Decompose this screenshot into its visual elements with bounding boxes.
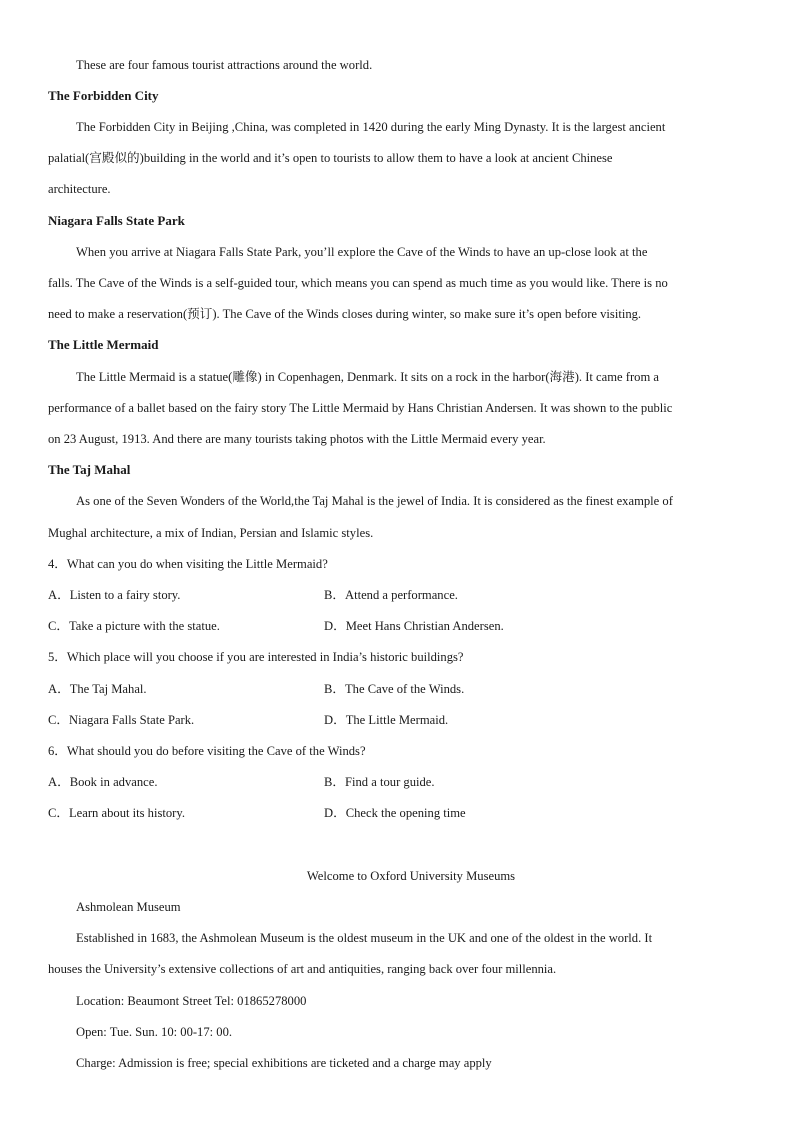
paragraph-line: on 23 August, 1913. And there are many tourists taking photos with the Little Mermaid every year.	[48, 432, 546, 446]
option-5c: C．Niagara Falls State Park.	[48, 713, 195, 727]
museum-open-hours: Open: Tue. Sun. 10: 00-17: 00.	[76, 1025, 233, 1039]
paragraph-line: houses the University’s extensive collections of art and antiquities, ranging back over four millennia.	[48, 962, 557, 976]
option-6b: B．Find a tour guide.	[324, 775, 435, 789]
paragraph-line: The Forbidden City in Beijing ,China, was completed in 1420 during the early Ming Dynasty. It is the largest ancient	[76, 120, 666, 134]
option-5d: D．The Little Mermaid.	[324, 713, 449, 727]
option-6d: D．Check the opening time	[324, 806, 466, 820]
paragraph-line: The Little Mermaid is a statue(雕像) in Copenhagen, Denmark. It sits on a rock in the harbor(海港). It came from a	[76, 370, 659, 384]
question-stem-4: 4．What can you do when visiting the Little Mermaid?	[48, 557, 328, 571]
option-4a: A．Listen to a fairy story.	[48, 588, 181, 602]
option-4c: C．Take a picture with the statue.	[48, 619, 220, 633]
museum-location: Location: Beaumont Street Tel: 01865278000	[76, 994, 307, 1008]
passage2-title: Welcome to Oxford University Museums	[306, 869, 516, 883]
paragraph-line: need to make a reservation(预订). The Cave of the Winds closes during winter, so make sure it’s open before visiting.	[48, 307, 642, 321]
paragraph-line: Mughal architecture, a mix of Indian, Persian and Islamic styles.	[48, 526, 374, 540]
question-stem-6: 6．What should you do before visiting the Cave of the Winds?	[48, 744, 366, 758]
option-5b: B．The Cave of the Winds.	[324, 682, 465, 696]
option-5a: A．The Taj Mahal.	[48, 682, 147, 696]
section-heading-taj-mahal: The Taj Mahal	[48, 462, 131, 477]
paragraph-line: Established in 1683, the Ashmolean Museum is the oldest museum in the UK and one of the oldest in the world. It	[76, 931, 653, 945]
paragraph-line: performance of a ballet based on the fairy story The Little Mermaid by Hans Christian Andersen. It was shown to the public	[48, 401, 673, 415]
section-heading-niagara-falls: Niagara Falls State Park	[48, 213, 185, 228]
paragraph-line: palatial(宫殿似的)building in the world and it’s open to tourists to allow them to have a look at ancient Chinese	[48, 151, 613, 165]
paragraph-line: architecture.	[48, 182, 111, 196]
section-heading-forbidden-city: The Forbidden City	[48, 88, 159, 103]
passage-intro: These are four famous tourist attractions around the world.	[76, 58, 373, 72]
section-heading-little-mermaid: The Little Mermaid	[48, 337, 159, 352]
option-4b: B．Attend a performance.	[324, 588, 458, 602]
question-stem-5: 5．Which place will you choose if you are interested in India’s historic buildings?	[48, 650, 464, 664]
option-6a: A．Book in advance.	[48, 775, 158, 789]
paragraph-line: As one of the Seven Wonders of the World,the Taj Mahal is the jewel of India. It is considered as the finest example of	[76, 494, 673, 508]
option-4d: D．Meet Hans Christian Andersen.	[324, 619, 504, 633]
museum-name: Ashmolean Museum	[76, 900, 181, 914]
option-6c: C．Learn about its history.	[48, 806, 185, 820]
paragraph-line: When you arrive at Niagara Falls State Park, you’ll explore the Cave of the Winds to have an up-close look at the	[76, 245, 648, 259]
museum-charge: Charge: Admission is free; special exhibitions are ticketed and a charge may apply	[76, 1056, 492, 1070]
paragraph-line: falls. The Cave of the Winds is a self-guided tour, which means you can spend as much time as you would like. There is no	[48, 276, 668, 290]
